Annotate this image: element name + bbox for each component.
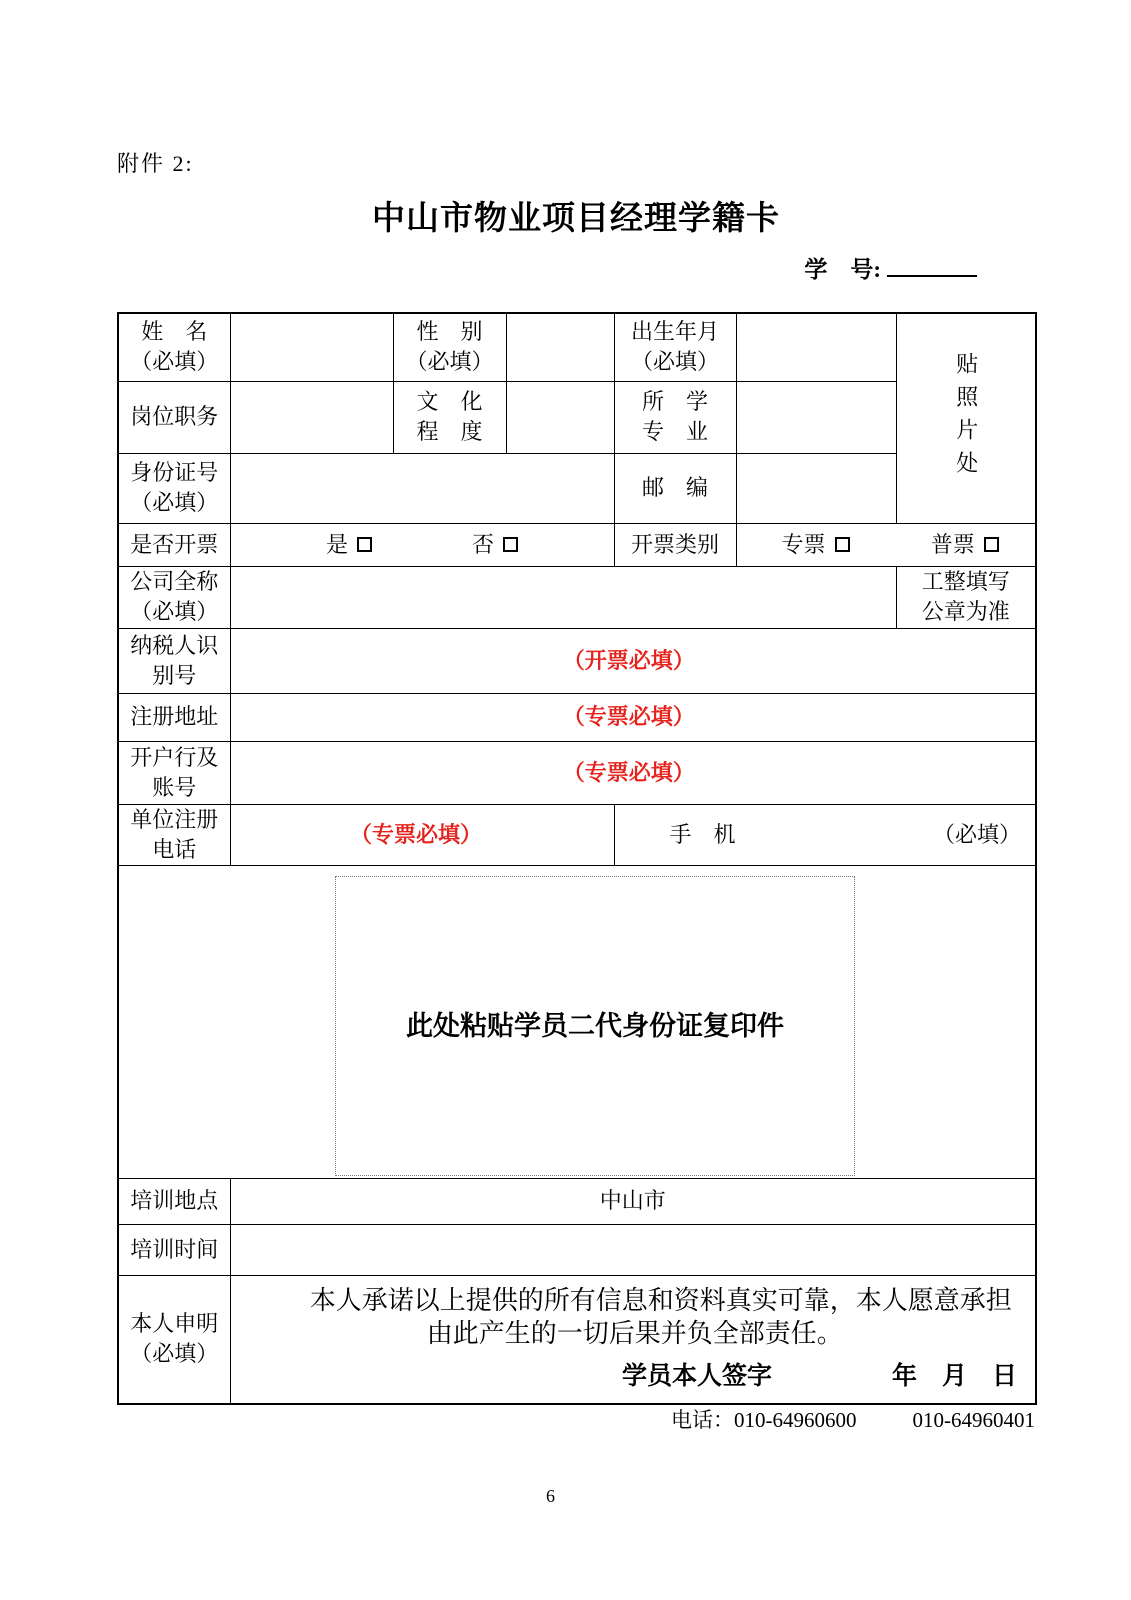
bank-input-cell[interactable] (230, 741, 1036, 804)
company-note-cell (896, 566, 1036, 628)
mobile-label: 手 机 (669, 821, 736, 847)
major-label-cell (614, 381, 736, 453)
invoice-yes-label: 是 (325, 531, 348, 557)
invoice-options-cell (230, 523, 614, 566)
company-input-cell[interactable] (230, 566, 896, 628)
birth-input-cell[interactable] (736, 313, 896, 381)
name-input-cell[interactable] (230, 313, 393, 381)
unittel-label-cell (118, 804, 230, 865)
statement-text-line2: 由此产生的一切后果并负全部责任。 (426, 1318, 843, 1348)
idcopy-placeholder-text: 此处粘贴学员二代身份证复印件 (406, 1011, 784, 1041)
contact-phone-line (671, 1404, 1035, 1434)
idnumber-input-cell[interactable] (230, 453, 614, 523)
zip-input-cell[interactable] (736, 453, 896, 523)
statement-required-note: （必填） (130, 1341, 219, 1367)
gender-required-note: （必填） (405, 349, 494, 375)
name-label-cell (118, 313, 230, 381)
regaddr-required-note: （专票必填） (562, 704, 695, 729)
position-label-cell: 岗位职务 (118, 381, 230, 453)
education-label-line2: 程 度 (416, 419, 483, 444)
photo-paste-note: 贴照片处 (953, 352, 979, 485)
unittel-input-cell[interactable] (230, 804, 614, 865)
taxpayer-label-cell (118, 628, 230, 693)
traintime-label-cell: 培训时间 (118, 1224, 230, 1275)
invoice-yes-checkbox[interactable] (357, 537, 372, 552)
gender-label-cell (393, 313, 506, 381)
invoice-no-checkbox[interactable] (503, 537, 518, 552)
page-title: 中山市物业项目经理学籍卡 (372, 199, 780, 236)
company-required-note: （必填） (130, 599, 219, 624)
phone-label: 电话： (671, 1408, 734, 1432)
invoice-special-label: 专票 (781, 531, 826, 557)
taxpayer-label-line1: 纳税人识 (130, 632, 219, 658)
birth-required-note: （必填） (630, 349, 719, 375)
phone-number-1: 010-64960600 (734, 1408, 857, 1432)
major-label-line2: 专 业 (641, 419, 708, 444)
regaddr-input-cell[interactable] (230, 693, 1036, 741)
gender-input-cell[interactable] (506, 313, 614, 381)
invoice-no-label: 否 (472, 531, 495, 557)
trainplace-value-cell: 中山市 (230, 1178, 1036, 1224)
position-input-cell[interactable] (230, 381, 393, 453)
statement-content-cell (230, 1275, 1036, 1404)
company-note-line1: 工整填写 (921, 569, 1010, 594)
trainplace-label-cell: 培训地点 (118, 1178, 230, 1224)
student-no-field (804, 251, 977, 284)
taxpayer-required-note: （开票必填） (562, 647, 695, 673)
registration-form-table (117, 312, 1037, 1405)
major-input-cell[interactable] (736, 381, 896, 453)
bank-label-line2: 账号 (152, 774, 197, 800)
statement-text-line1: 本人承诺以上提供的所有信息和资料真实可靠，本人愿意承担 (309, 1285, 1012, 1315)
idnumber-label-cell (118, 453, 230, 523)
gender-label: 性 别 (416, 319, 483, 345)
statement-label: 本人申明 (130, 1311, 219, 1337)
company-label: 公司全称 (130, 569, 219, 594)
invoice-general-option (895, 530, 1036, 560)
unittel-label-line2: 电话 (152, 836, 197, 862)
education-label-cell (393, 381, 506, 453)
bank-required-note: （专票必填） (562, 759, 695, 785)
signature-date-label[interactable]: 年 月 日 (891, 1362, 1017, 1390)
invoice-general-checkbox[interactable] (984, 537, 999, 552)
idnumber-label: 身份证号 (130, 460, 219, 485)
birth-label: 出生年月 (630, 319, 719, 345)
birth-label-cell (614, 313, 736, 381)
attachment-label: 附件 2: (117, 151, 194, 176)
unittel-required-note: （专票必填） (349, 821, 482, 847)
education-label-line1: 文 化 (416, 389, 483, 414)
company-note-line2: 公章为准 (921, 599, 1010, 624)
invoice-general-label: 普票 (930, 531, 975, 557)
signature-label[interactable]: 学员本人签字 (621, 1362, 772, 1390)
idcopy-area-cell (118, 865, 1036, 1178)
invoice-no-option (472, 530, 518, 560)
page-number: 6 (546, 1486, 555, 1506)
phone-number-2: 010-64960401 (912, 1408, 1035, 1432)
traintime-input-cell[interactable] (230, 1224, 1036, 1275)
unittel-label-line1: 单位注册 (130, 806, 219, 832)
name-required-note: （必填） (130, 349, 219, 375)
invoice-yes-option (326, 530, 372, 560)
invoice-special-option (737, 530, 895, 560)
invoice-label-cell: 是否开票 (118, 523, 230, 566)
idcopy-paste-box[interactable] (335, 876, 855, 1176)
photo-paste-cell[interactable] (896, 313, 1036, 523)
taxpayer-input-cell[interactable] (230, 628, 1036, 693)
regaddr-label-cell: 注册地址 (118, 693, 230, 741)
statement-label-cell (118, 1275, 230, 1404)
zip-label-cell: 邮 编 (614, 453, 736, 523)
idnumber-required-note: （必填） (130, 490, 219, 515)
company-label-cell (118, 566, 230, 628)
mobile-cell[interactable] (614, 804, 1036, 865)
invoice-special-checkbox[interactable] (835, 537, 850, 552)
name-label: 姓 名 (141, 319, 208, 345)
invoice-type-label-cell: 开票类别 (614, 523, 736, 566)
bank-label-line1: 开户行及 (130, 744, 219, 770)
major-label-line1: 所 学 (641, 389, 708, 414)
bank-label-cell (118, 741, 230, 804)
student-no-blank-line[interactable] (887, 259, 977, 277)
mobile-required-note: （必填） (932, 821, 1021, 847)
student-no-label: 学 号: (804, 257, 881, 282)
taxpayer-label-line2: 别号 (152, 662, 197, 688)
education-input-cell[interactable] (506, 381, 614, 453)
invoice-type-options-cell (736, 523, 1036, 566)
